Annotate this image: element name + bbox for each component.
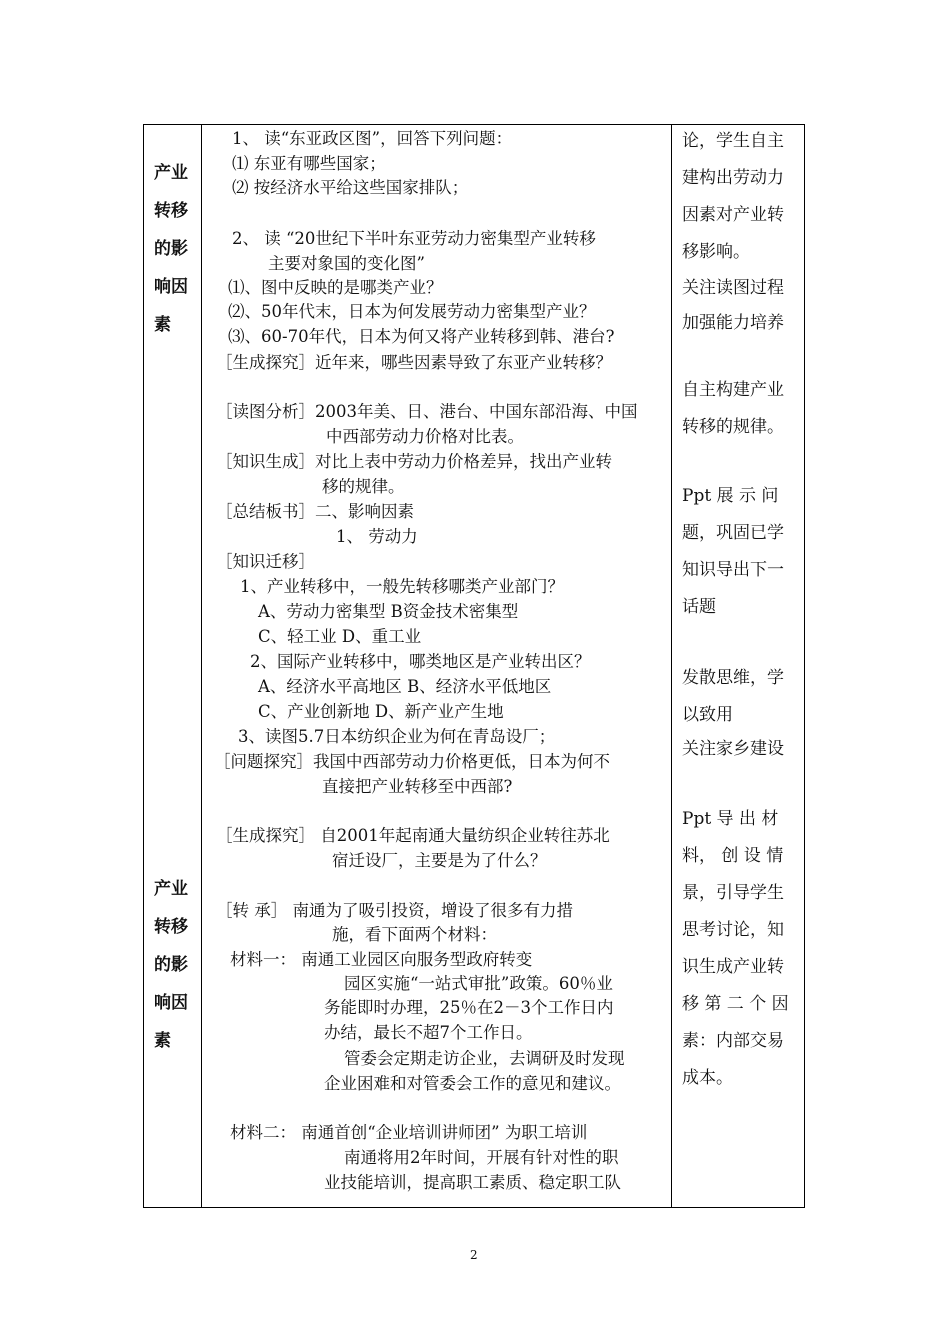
right-line: 自主构建产业	[682, 380, 784, 400]
mid-line: 管委会定期走访企业，去调研及时发现	[344, 1049, 625, 1068]
right-line: 以致用	[682, 705, 733, 725]
mid-line: 办结，最长不超7个工作日。	[324, 1023, 533, 1042]
mid-line: 企业困难和对管委会工作的意见和建议。	[324, 1074, 621, 1093]
mid-line: A、劳动力密集型 B资金技术密集型	[258, 602, 519, 621]
right-line: 景，引导学生	[682, 883, 784, 903]
mid-line: C、轻工业 D、重工业	[258, 627, 422, 646]
left-title-top-1: 产业	[154, 163, 188, 183]
mid-line: 业技能培训，提高职工素质、稳定职工队	[324, 1173, 621, 1192]
mid-line: ⑴、图中反映的是哪类产业？	[228, 278, 443, 297]
left-title-top-4: 响因	[154, 277, 188, 297]
right-line: 识生成产业转	[682, 957, 784, 977]
right-line: 关注读图过程	[682, 278, 784, 298]
mid-line: A、经济水平高地区 B、经济水平低地区	[258, 677, 552, 696]
column-divider-2	[671, 125, 672, 1207]
mid-line: 南通将用2年时间，开展有针对性的职	[344, 1148, 619, 1167]
mid-line: 2、 读 “20世纪下半叶东亚劳动力密集型产业转移	[232, 229, 596, 248]
mid-line: 2、国际产业转移中，哪类地区是产业转出区？	[250, 652, 591, 671]
mid-line: ⑵ 按经济水平给这些国家排队；	[232, 178, 469, 197]
mid-line: 移的规律。	[322, 477, 405, 496]
right-line: 因素对产业转	[682, 205, 784, 225]
mid-line: 材料二： 南通首创“企业培训讲师团” 为职工培训	[230, 1123, 588, 1142]
mid-line: 材料一： 南通工业园区向服务型政府转变	[230, 950, 533, 969]
page-number: 2	[470, 1248, 478, 1262]
mid-line: ［知识生成］对比上表中劳动力价格差异，找出产业转	[216, 452, 612, 471]
right-line: Ppt 导 出 材	[682, 809, 779, 829]
mid-line: ⑵、50年代末，日本为何发展劳动力密集型产业？	[228, 302, 596, 321]
right-line: 料， 创 设 情	[682, 846, 784, 866]
mid-line: 主要对象国的变化图”	[268, 254, 425, 273]
right-line: 移 第 二 个 因	[682, 994, 789, 1014]
right-line: 话题	[682, 597, 716, 617]
mid-line: ［读图分析］2003年美、日、港台、中国东部沿海、中国	[216, 402, 638, 421]
right-line: 成本。	[682, 1068, 733, 1088]
right-line: 关注家乡建设	[682, 739, 784, 759]
mid-line: ⑶、60-70年代，日本为何又将产业转移到韩、港台?	[228, 327, 615, 346]
mid-line: ［生成探究］近年来，哪些因素导致了东亚产业转移？	[216, 353, 612, 372]
mid-line: ［问题探究］我国中西部劳动力价格更低，日本为何不	[214, 752, 610, 771]
right-line: 素：内部交易	[682, 1031, 784, 1051]
mid-line: 1、产业转移中，一般先转移哪类产业部门？	[240, 577, 564, 596]
mid-line: 施，看下面两个材料：	[332, 925, 497, 944]
right-line: 思考讨论，知	[682, 920, 784, 940]
right-line: 加强能力培养	[682, 313, 784, 333]
left-title-top-3: 的影	[154, 239, 188, 259]
right-line: 论，学生自主	[682, 131, 784, 151]
mid-line: C、产业创新地 D、新产业产生地	[258, 702, 504, 721]
right-line: Ppt 展 示 问	[682, 486, 779, 506]
left-title-bottom-5: 素	[154, 1031, 171, 1051]
lesson-table	[143, 124, 805, 1208]
mid-line: 园区实施“一站式审批”政策。60％业	[344, 974, 613, 993]
mid-line: 直接把产业转移至中西部?	[322, 777, 513, 796]
mid-line: 3、读图5.7日本纺织企业为何在青岛设厂；	[238, 727, 556, 746]
mid-line: 1、 读“东亚政区图”，回答下列问题：	[232, 129, 513, 148]
mid-line: ⑴ 东亚有哪些国家；	[232, 154, 386, 173]
left-title-bottom-1: 产业	[154, 879, 188, 899]
right-line: 发散思维，学	[682, 668, 784, 688]
left-title-bottom-2: 转移	[154, 917, 188, 937]
mid-line: ［知识迁移］	[216, 552, 315, 571]
mid-line: 务能即时办理，25％在2－3个工作日内	[324, 998, 614, 1017]
mid-line: ［总结板书］二、影响因素	[216, 502, 414, 521]
right-line: 知识导出下一	[682, 560, 784, 580]
right-line: 移影响。	[682, 242, 750, 262]
left-title-bottom-4: 响因	[154, 993, 188, 1013]
mid-line: 中西部劳动力价格对比表。	[326, 427, 524, 446]
column-divider-1	[201, 125, 202, 1207]
mid-line: 宿迁设厂，主要是为了什么？	[332, 851, 547, 870]
mid-line: ［生成探究］ 自2001年起南通大量纺织企业转往苏北	[216, 826, 610, 845]
mid-line: 1、 劳动力	[336, 527, 418, 546]
mid-line: ［转 承］ 南通为了吸引投资，增设了很多有力措	[216, 901, 573, 920]
right-line: 题，巩固已学	[682, 523, 784, 543]
left-title-top-2: 转移	[154, 201, 188, 221]
left-title-top-5: 素	[154, 315, 171, 335]
right-line: 转移的规律。	[682, 417, 784, 437]
right-line: 建构出劳动力	[682, 168, 784, 188]
left-title-bottom-3: 的影	[154, 955, 188, 975]
